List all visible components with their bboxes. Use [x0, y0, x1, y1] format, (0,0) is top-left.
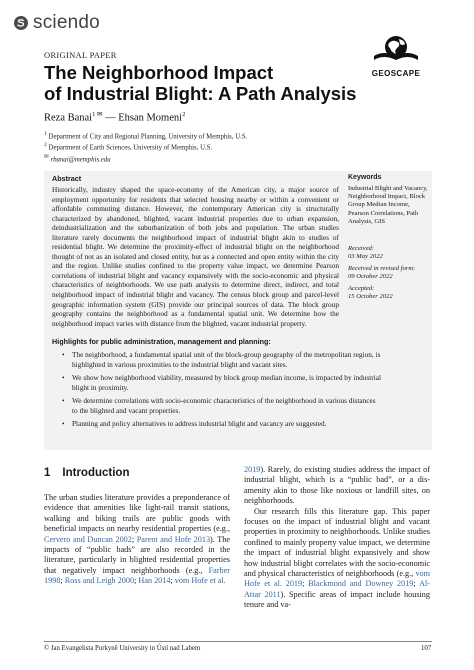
citation-link[interactable]: 2019: [244, 465, 261, 474]
body-text: ;: [131, 534, 137, 544]
citation-link[interactable]: Cervero and Duncan 2002: [44, 534, 132, 544]
body-text: ;: [413, 579, 420, 589]
highlights-list: [52, 350, 382, 433]
highlight-item: [52, 419, 382, 429]
bullet-icon: •: [62, 419, 65, 429]
bullet-icon: •: [62, 396, 65, 406]
body-text: ;: [170, 576, 175, 586]
date-revised: [348, 265, 430, 281]
journal-name: GEOSCAPE: [371, 69, 421, 78]
affiliation-line: [44, 141, 247, 152]
affiliation-text: Department of City and Regional Planning, University of Memphis, U.S.: [48, 133, 248, 141]
intro-left-column: [44, 493, 230, 587]
affiliations: [44, 130, 247, 164]
date-label: Received:: [348, 245, 374, 252]
body-text: ). The impacts of “public bads” are also recorded in the literature, particularly in blighted residential properties that negatively impact neighborhoods (e.g.,: [44, 534, 231, 575]
title-line-1: The Neighborhood Impact: [44, 62, 274, 83]
body-text: ;: [302, 579, 309, 589]
journal-logo[interactable]: [366, 34, 426, 78]
highlights-heading: Highlights for public administration, management and planning:: [52, 337, 271, 346]
author-affiliation-mark: 2: [182, 111, 186, 118]
body-text: Our research fills this literature gap. This paper focuses on the impact of industrial blight and vacant properties in proximity to neighborhoods. Unlike studies confined to mainly property value impact, we determine the impact of industrial blight expansively and show how industrial blight correlates with the socio-economic and physical characteristics of neighborhoods (e.g.,: [244, 506, 430, 579]
date-received: [348, 245, 430, 261]
abstract-heading: Abstract: [52, 174, 82, 183]
body-text: ;: [60, 576, 65, 586]
author-list: [44, 110, 185, 124]
affiliation-mark: 1: [44, 131, 47, 137]
affiliation-line: [44, 130, 247, 141]
page-number: 107: [421, 645, 432, 652]
keywords-heading: Keywords: [348, 174, 382, 181]
citation-link[interactable]: Blackmond and Downey 2019: [308, 579, 414, 589]
highlight-item: [52, 396, 382, 415]
highlight-text: We determine correlations with socio-economic characteristics of the neighborhood in various distances to the blighted and vacant properties.: [72, 396, 376, 415]
keywords-list: Industrial Blight and Vacancy, Neighborhood Impact, Block Group Median Income, Pearson Correlations, Path Analysis, GIS: [348, 185, 428, 225]
author-affiliation-mark: 1 ✉: [92, 111, 103, 118]
section-number: 1: [44, 467, 51, 479]
highlight-text: We show how neighborhood viability, measured by block group median income, is impacted by industrial blight in proximity.: [72, 373, 381, 392]
email-line: [44, 153, 247, 164]
author-separator: —: [102, 112, 119, 124]
author-name: Ehsan Momeni: [118, 112, 183, 124]
paper-title: [44, 62, 364, 104]
paper-type: ORIGINAL PAPER: [44, 50, 117, 60]
citation-link[interactable]: Han 2014: [138, 576, 171, 586]
date-accepted: [348, 285, 430, 301]
author-email-link[interactable]: rbanai@memphis.edu: [50, 155, 111, 163]
globe-book-icon: [370, 34, 422, 64]
body-text: ). Specific areas of impact include housing tenure and va-: [244, 589, 430, 610]
date-value: 03 May 2022: [348, 253, 383, 261]
citation-link[interactable]: vom Hofe et al. 2019: [244, 569, 430, 589]
sciendo-logo-icon: [14, 16, 28, 30]
date-label: Accepted:: [348, 285, 375, 292]
highlight-item: [52, 373, 382, 392]
citation-link[interactable]: Parent and Hofe 2013: [136, 534, 211, 544]
body-text: ;: [134, 576, 139, 586]
bullet-icon: •: [62, 350, 65, 359]
highlight-text: Planning and policy alternatives to address industrial blight and vacancy are suggested.: [72, 419, 327, 429]
publisher-logo[interactable]: [14, 12, 100, 34]
body-text: ). Rarely, do existing studies address the impact of industrial blight, which is a “public bad”, or a dis-amenity akin to those like noxious or landfill sites, on neighborhoods.: [244, 465, 430, 506]
author-name: Reza Banai: [44, 112, 93, 124]
citation-link[interactable]: vom Hofe et al.: [174, 576, 226, 586]
section-heading: [44, 467, 129, 479]
email-mark: ✉: [44, 153, 49, 160]
citation-link[interactable]: Farber 1998: [44, 565, 230, 586]
footer-divider: [44, 641, 432, 642]
date-label: Received in revised form:: [348, 265, 416, 272]
affiliation-text: Department of Earth Sciences, University of Memphis, U.S.: [48, 144, 213, 152]
intro-right-column: [244, 465, 430, 611]
affiliation-mark: 2: [44, 142, 47, 149]
highlight-text: The neighborhood, a fundamental spatial unit of the block-group geography of the metropolitan region, is highlighted in various proximities to the industrial blight and vacant sites.: [72, 350, 381, 369]
body-text: The urban studies literature provides a preponderance of evidence that amenities like light-rail transit stations, walking and biking trails are public goods with beneficial impacts on nearby residential properties (e.g.,: [44, 493, 230, 534]
date-value: 15 October 2022: [348, 293, 393, 301]
bullet-icon: •: [62, 373, 65, 383]
citation-link[interactable]: Al-Attar 2011: [244, 579, 430, 599]
title-line-2: of Industrial Blight: A Path Analysis: [44, 83, 357, 104]
citation-link[interactable]: Ross and Leigh 2000: [64, 576, 135, 586]
publisher-name: sciendo: [33, 12, 100, 33]
abstract-text: Historically, industry shaped the space-economy of the American city, a major source of employment opportunity for residents that selected housing nearby or within a convenient or affordable commuting distance. However, the contemporary American city is structurally characterized by abandoned, blighted, vacant industrial properties due to urban expansion, deindustrialization and the suburbanization of both jobs and population. The urban studies literature rarely documents the neighborhood impact of industrial blight akin to studies of residential blight. We determine the proximity-effect of industrial blight on the neighborhood thought of not as an isolated and closed entity, but as a connected and open entity within the city and the region. Unlike studies confined to the property value impact, we determine Pearson correlations of industrial blight and vacancy expansively with the socio-economic and physical characteristics of neighborhoods. We use path analysis to determine direct, indirect, and total neighborhood impact of industrial blight and vacancy. The census block group and parcel-level geographic information system (GIS) provide our principal sources of data. The block group geography contains the neighborhood as a fundamental spatial unit. We determine how the neighborhood impact varies with distance from the blighted, vacant industrial property.: [52, 185, 339, 328]
section-title: Introduction: [62, 467, 130, 479]
highlight-item: [52, 350, 382, 369]
date-value: 09 October 2022: [348, 273, 393, 281]
footer-copyright: © Jan Evangelista Purkyně University in Ústí nad Labem: [44, 645, 201, 652]
